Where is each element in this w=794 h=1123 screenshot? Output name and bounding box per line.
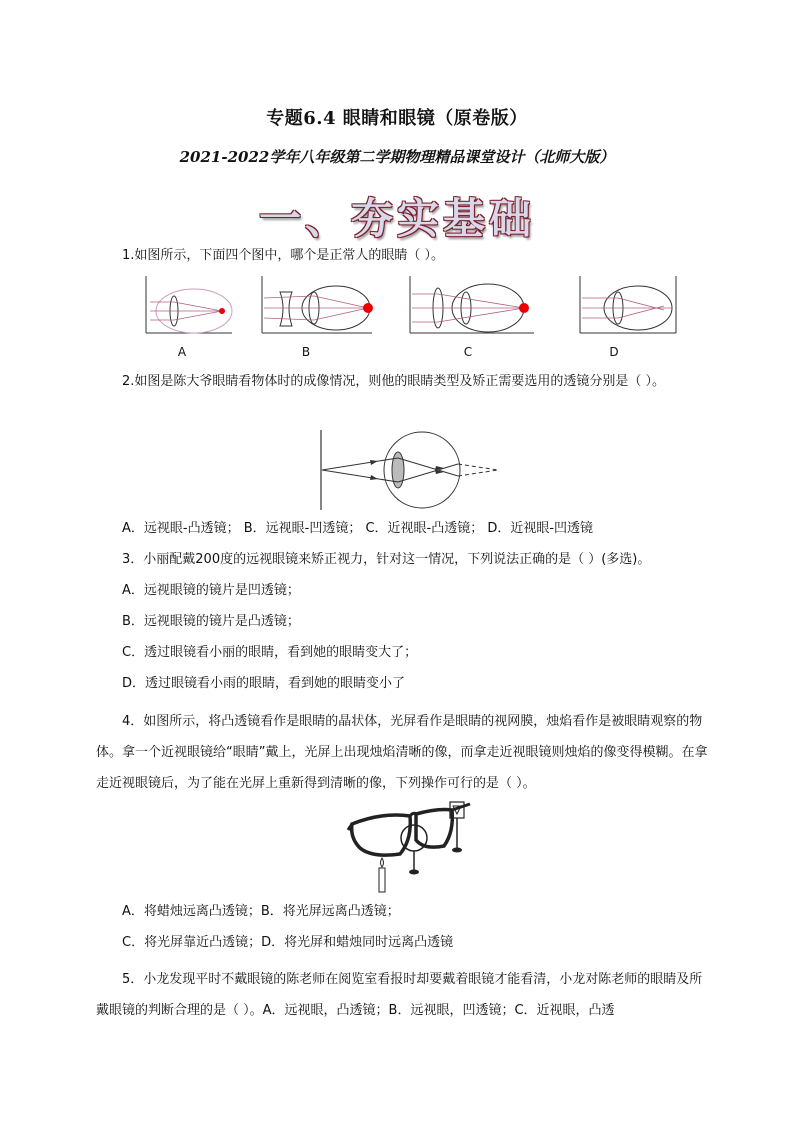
question-3-option-d: D．透过眼镜看小雨的眼睛，看到她的眼睛变小了 <box>122 676 406 691</box>
eye-diagram-b <box>262 276 382 336</box>
section-heading: 一、夯实基础 <box>258 194 535 243</box>
page-title: 专题6.4 眼睛和眼镜（原卷版） <box>266 108 528 129</box>
eye-diagram-a <box>146 276 232 336</box>
question-3-option-b: B．远视眼镜的镜片是凸透镜； <box>122 614 300 629</box>
page-subtitle: 2021-2022学年八年级第二学期物理精品课堂设计（北师大版） <box>179 148 615 166</box>
question-3-option-a: A．远视眼镜的镜片是凹透镜； <box>122 583 300 598</box>
question-4-text: 4．如图所示，将凸透镜看作是眼睛的晶状体，光屏看作是眼睛的视网膜，烛焰看作是被眼睛观察的物体。拿一个近视眼镜给“眼睛”戴上，光屏上出现烛焰清晰的像，而拿走近视眼镜则烛焰的像变得模糊。在拿走近视眼镜后，为了能在光屏上重新得到清晰的像，下列操作可行的是（ ）。 <box>96 714 708 791</box>
question-2-text: 2.如图是陈大爷眼睛看物体时的成像情况，则他的眼睛类型及矫正需要选用的透镜分别是（ ）。 <box>122 374 666 389</box>
figure-label-c: C <box>463 345 473 359</box>
question-2-options: A．远视眼-凸透镜； B．远视眼-凹透镜； C．近视眼-凸透镜； D．近视眼-凹透镜 <box>122 521 594 536</box>
eye-diagram-c <box>410 276 534 336</box>
eye-diagram-d <box>580 276 676 336</box>
figure-label-d: D <box>609 345 619 359</box>
figure-label-b: B <box>301 345 311 359</box>
question-3-text: 3．小丽配戴200度的远视眼镜来矫正视力，针对这一情况，下列说法正确的是（ ）(多选)。 <box>122 552 651 567</box>
question-1-text: 1.如图所示，下面四个图中，哪个是正常人的眼睛（ ）。 <box>122 248 445 263</box>
eye-ray-diagram <box>318 428 502 512</box>
question-3-option-c: C．透过眼镜看小丽的眼睛，看到她的眼睛变大了； <box>122 645 418 660</box>
figure-label-a: A <box>177 345 187 359</box>
question-4-options-cd: C．将光屏靠近凸透镜；D．将光屏和蜡烛同时远离凸透镜 <box>122 935 454 950</box>
question-5-text: 5．小龙发现平时不戴眼镜的陈老师在阅览室看报时却要戴着眼镜才能看清，小龙对陈老师的眼睛及所戴眼镜的判断合理的是（ ）。A．远视眼，凸透镜；B．远视眼，凹透镜；C．近视眼，凸透 <box>96 972 703 1018</box>
question-4-options-ab: A．将蜡烛远离凸透镜；B．将光屏远离凸透镜； <box>122 904 400 919</box>
glasses-candle-lens-illustration <box>346 800 476 896</box>
